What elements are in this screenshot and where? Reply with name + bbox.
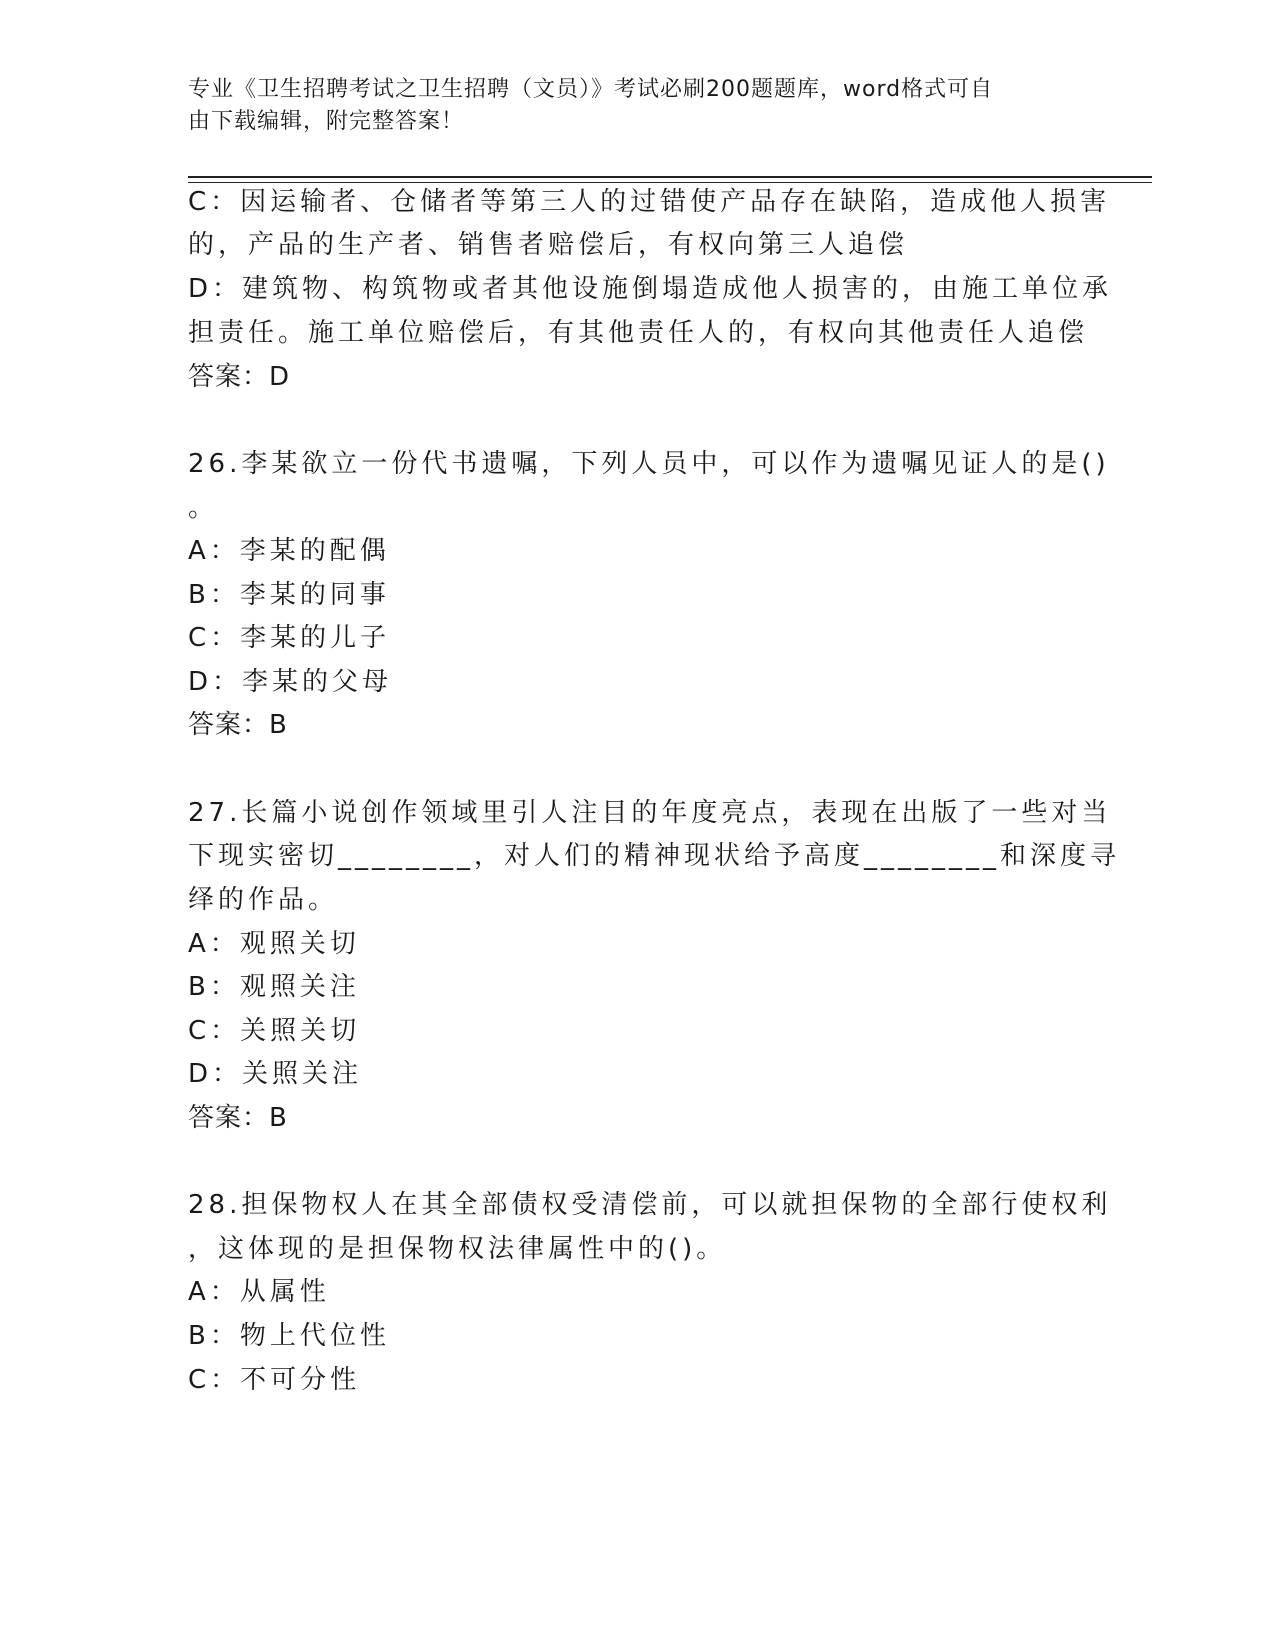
answer-q26: 答案：B [188, 710, 288, 740]
option-c-q27: C：关照关切 [188, 1016, 361, 1046]
option-c-q28: C：不可分性 [188, 1365, 361, 1395]
option-a-q28: A：从属性 [188, 1277, 330, 1307]
header-line-2: 由下载编辑，附完整答案！ [188, 109, 465, 134]
option-a-q27: A：观照关切 [188, 929, 360, 959]
answer-q27: 答案：B [188, 1103, 288, 1133]
question-27-line-3: 绎的作品。 [188, 885, 339, 915]
question-27-line-1: 27.长篇小说创作领域里引人注目的年度亮点，表现在出版了一些对当 [188, 798, 1112, 828]
option-d-q27: D：关照关注 [188, 1059, 363, 1089]
option-b-q27: B：观照关注 [188, 972, 360, 1002]
option-c-q25-line-1: C：因运输者、仓储者等第三人的过错使产品存在缺陷，造成他人损害 [188, 187, 1111, 217]
page-header [188, 74, 1068, 138]
option-d-q25-line-2: 担责任。施工单位赔偿后，有其他责任人的，有权向其他责任人追偿 [188, 318, 1089, 348]
option-d-q26: D：李某的父母 [188, 667, 393, 697]
header-line-1: 专业《卫生招聘考试之卫生招聘（文员）》考试必刷200题题库，word格式可自 [188, 77, 994, 102]
question-26-line-1: 26.李某欲立一份代书遗嘱，下列人员中，可以作为遗嘱见证人的是() [188, 449, 1110, 479]
header-rule-thin [188, 182, 1152, 183]
answer-q25: 答案：D [188, 362, 291, 392]
option-b-q28: B：物上代位性 [188, 1321, 390, 1351]
option-b-q26: B：李某的同事 [188, 580, 390, 610]
option-c-q25-line-2: 的，产品的生产者、销售者赔偿后，有权向第三人追偿 [188, 230, 909, 260]
question-28-line-1: 28.担保物权人在其全部债权受清偿前，可以就担保物的全部行使权利 [188, 1190, 1112, 1220]
option-a-q26: A：李某的配偶 [188, 536, 390, 566]
header-rule-thick [188, 176, 1152, 178]
question-26-line-2: 。 [188, 493, 219, 523]
question-27-line-2: 下现实密切________，对人们的精神现状给予高度________和深度寻 [188, 841, 1121, 871]
option-c-q26: C：李某的儿子 [188, 623, 391, 653]
question-28-line-2: ，这体现的是担保物权法律属性中的()。 [188, 1234, 727, 1264]
option-d-q25-line-1: D：建筑物、构筑物或者其他设施倒塌造成他人损害的，由施工单位承 [188, 274, 1113, 304]
